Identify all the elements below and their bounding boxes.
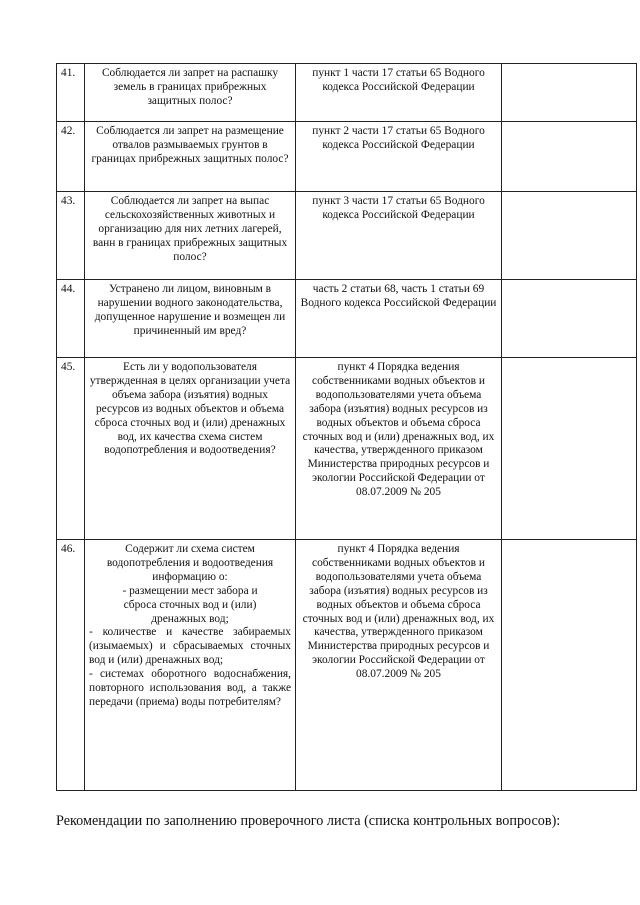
table-row [57, 358, 637, 540]
table-row [57, 540, 637, 791]
recommendations-heading: Рекомендации по заполнению проверочного листа (списка контрольных вопросов): [56, 813, 561, 829]
question-text [85, 540, 296, 791]
row-number: 46. [57, 540, 85, 791]
question-item: - размещении мест забора и сброса сточных вод и (или) дренажных вод; [122, 584, 258, 625]
legal-reference: пункт 2 части 17 статьи 65 Водного кодекса Российской Федерации [296, 122, 502, 192]
answer-cell[interactable] [502, 280, 637, 358]
row-number: 41. [57, 64, 85, 122]
question-text: Соблюдается ли запрет на распашку земель в границах прибрежных защитных полос? [85, 64, 296, 122]
question-text: Есть ли у водопользователя утвержденная в целях организации учета объема забора (изъятия) водных ресурсов из водных объектов и объема сброса сточных вод и (или) дренажных вод, их качества схема систем водопотребления и водоотведения? [85, 358, 296, 540]
table-row [57, 280, 637, 358]
answer-cell[interactable] [502, 192, 637, 280]
table-row [57, 122, 637, 192]
question-text: Соблюдается ли запрет на размещение отвалов размываемых грунтов в границах прибрежных защитных полос? [85, 122, 296, 192]
answer-cell[interactable] [502, 358, 637, 540]
checklist-table [56, 63, 637, 791]
question-text: Устранено ли лицом, виновным в нарушении водного законодательства, допущенное нарушение и возмещен ли причиненный им вред? [85, 280, 296, 358]
row-number: 45. [57, 358, 85, 540]
legal-reference: пункт 1 части 17 статьи 65 Водного кодекса Российской Федерации [296, 64, 502, 122]
legal-reference: пункт 4 Порядка ведения собственниками водных объектов и водопользователями учета объема забора (изъятия) водных ресурсов из водных объектов и объема сброса сточных вод и (или) дренажных вод, их качества, утвержденного приказом Министерства природных ресурсов и экологии Российской Федерации от 08.07.2009 № 205 [296, 358, 502, 540]
row-number: 44. [57, 280, 85, 358]
legal-reference: часть 2 статьи 68, часть 1 статьи 69 Водного кодекса Российской Федерации [296, 280, 502, 358]
table-row [57, 192, 637, 280]
table-row [57, 64, 637, 122]
question-item: - количестве и качестве забираемых (изымаемых) и сбрасываемых сточных вод и (или) дренажных вод; [89, 626, 291, 667]
legal-reference: пункт 3 части 17 статьи 65 Водного кодекса Российской Федерации [296, 192, 502, 280]
question-item: - системах оборотного водоснабжения, повторного использования вод, а также передачи (приема) воды потребителям? [89, 668, 291, 708]
answer-cell[interactable] [502, 64, 637, 122]
question-text: Соблюдается ли запрет на выпас сельскохозяйственных животных и организацию для них летних лагерей, ванн в границах прибрежных защитных полос? [85, 192, 296, 280]
row-number: 43. [57, 192, 85, 280]
answer-cell[interactable] [502, 122, 637, 192]
answer-cell[interactable] [502, 540, 637, 791]
legal-reference: пункт 4 Порядка ведения собственниками водных объектов и водопользователями учета объема забора (изъятия) водных ресурсов из водных объектов и объема сброса сточных вод и (или) дренажных вод, их качества, утвержденного приказом Министерства природных ресурсов и экологии Российской Федерации от 08.07.2009 № 205 [296, 540, 502, 791]
question-intro: Содержит ли схема систем водопотребления и водоотведения информацию о: [106, 543, 274, 583]
row-number: 42. [57, 122, 85, 192]
